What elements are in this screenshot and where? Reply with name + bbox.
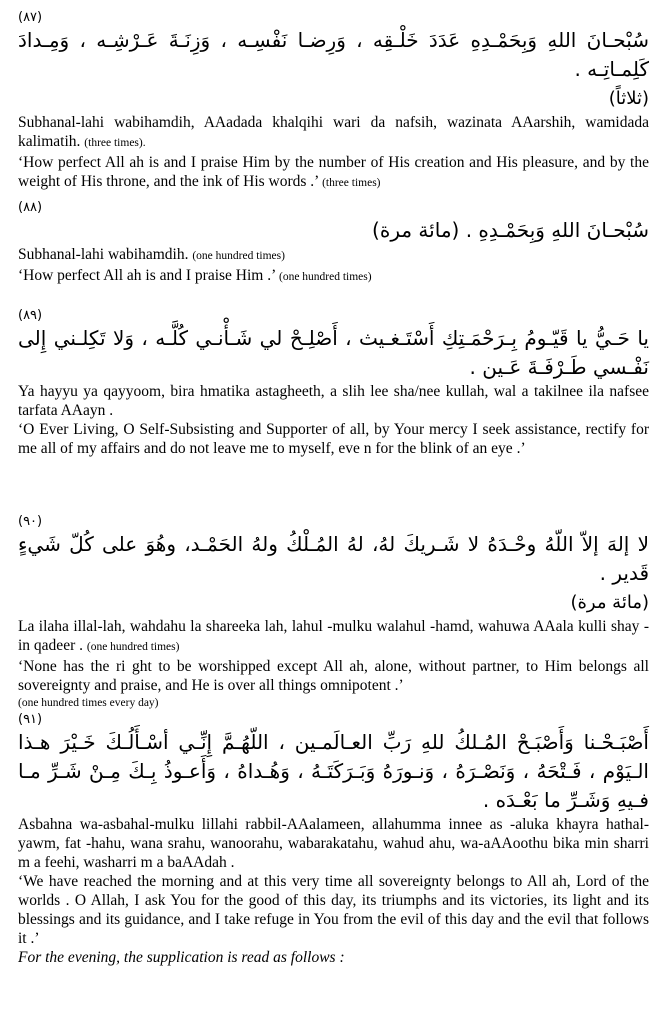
arabic-text: سُبْحـانَ اللهِ وَبِحَمْـدِهِ عَدَدَ خَلْـقِه ، وَرِضـا نَفْسِـه ، وَزِنَـةَ عَـرْشِـه ، وَمِـدادَ كَلِمـاتِـه . bbox=[18, 28, 649, 81]
item-number: (٨٨) bbox=[18, 200, 43, 215]
arabic-text: لا إلهَ إلاّ اللّهُ وحْـدَهُ لا شَـريكَ لهُ، لهُ المُـلْكُ ولهُ الحَمْـد، وهُوَ على كُلّ شَيءٍ قَدير . bbox=[18, 532, 649, 585]
transliteration: Ya hayyu ya qayyoom, bira hmatika astagheeth, a slih lee sha/nee kullah, wal a takilnee ila nafsee tarfata AAayn . bbox=[18, 383, 649, 419]
repetition-note: (three times). bbox=[84, 137, 146, 149]
item-number: (٨٩) bbox=[18, 308, 43, 323]
arabic-text: أَصْبَـحْـنا وَأَصْبَـحْ المُـلكُ للهِ رَبِّ العـالَمـين ، اللّهُـمَّ إِنِّـي أسْـأَلُـكَ خَـيْرَ هـذا الـيَوْم ، فَـتْحَهُ ، وَنَصْـرَهُ ، وَنـورَهُ وَبَـرَكَتَـهُ ، وَهُـداهُ ، وَأَعـوذُ بِـكَ مِـنْ شَـرِّ مـا فـيهِ وَشَـرِّ ما بَعْـدَه . bbox=[18, 730, 649, 812]
repetition-note: (one hundred times) bbox=[192, 250, 285, 262]
translation: ‘None has the ri ght to be worshipped except All ah, alone, without partner, to Him belongs all sovereignty and praise, and He is over all things omnipotent .’ bbox=[18, 658, 649, 694]
transliteration-text: Subhanal-lahi wabihamdih, AAadada khalqihi wari da nafsih, wazinata AAarshih, wamidada kalimatih. bbox=[18, 114, 649, 150]
evening-note: For the evening, the supplication is read as follows : bbox=[18, 949, 345, 966]
translation-text: ‘How perfect All ah is and I praise Him .’ bbox=[18, 267, 276, 284]
transliteration bbox=[18, 113, 649, 153]
transliteration-text: Subhanal-lahi wabihamdih. bbox=[18, 246, 189, 263]
transliteration bbox=[18, 245, 649, 266]
translation: ‘We have reached the morning and at this very time all sovereignty belongs to All ah, Lord of the worlds . O Allah, I ask You for the good of this day, its triumphs and its victories, its light and its blessings and its guidance, and I take refuge in You from the evil of this day and the evil that follows it .’ bbox=[18, 873, 649, 947]
transliteration-text: La ilaha illal-lah, wahdahu la shareeka lah, lahul -mulku walahul -hamd, wahuwa AAala kulli shay -in qadeer . bbox=[18, 618, 649, 654]
arabic-text: يا حَـيُّ يا قَيّـومُ بِـرَحْمَـتِكِ أَسْتَـغـيث ، أَصْلِـحْ لي شَـأْنـي كُلَّـه ، وَلا تَكِلـني إِلى نَفْـسي طَـرْفَـةَ عَـين . bbox=[18, 326, 649, 379]
item-number: (٩٠) bbox=[18, 514, 43, 529]
supplication-91 bbox=[18, 712, 649, 967]
translation-text: ‘How perfect All ah is and I praise Him by the number of His creation and His pleasure, and by the weight of His throne, and the ink of His words .’ bbox=[18, 154, 649, 190]
transliteration bbox=[18, 617, 649, 657]
translation: ‘O Ever Living, O Self-Subsisting and Supporter of all, by Your mercy I seek assistance, rectify for me all of my affairs and do not leave me to myself, eve n for the blink of an eye .’ bbox=[18, 421, 649, 457]
repetition-note: (three times) bbox=[322, 177, 381, 189]
item-number: (٨٧) bbox=[18, 10, 43, 25]
arabic-repetition: (مائة مرة) bbox=[570, 592, 649, 613]
repetition-note: (one hundred times) bbox=[278, 271, 372, 283]
arabic-text: سُبْحـانَ اللهِ وَبِحَمْـدِهِ . (مائة مرة) bbox=[372, 218, 649, 242]
supplication-87 bbox=[18, 10, 649, 193]
translation bbox=[18, 266, 649, 287]
transliteration: Asbahna wa-asbahal-mulku lillahi rabbil-AAalameen, allahumma innee as -aluka khayra hathal-yawm, fat -hahu, wana srahu, wanoorahu, wabarakatahu, wahud ahu, wa-aAAoothu bika min sharri m a feehi, washarri m a baAAdah . bbox=[18, 816, 649, 871]
translation bbox=[18, 153, 649, 193]
item-number: (٩١) bbox=[18, 712, 43, 727]
repetition-note: (one hundred times every day) bbox=[18, 697, 159, 709]
repetition-note: (one hundred times) bbox=[86, 641, 180, 653]
arabic-repetition: (ثلاثاً) bbox=[608, 88, 649, 109]
supplication-89 bbox=[18, 308, 649, 458]
supplication-88 bbox=[18, 200, 649, 287]
supplication-90 bbox=[18, 514, 649, 711]
